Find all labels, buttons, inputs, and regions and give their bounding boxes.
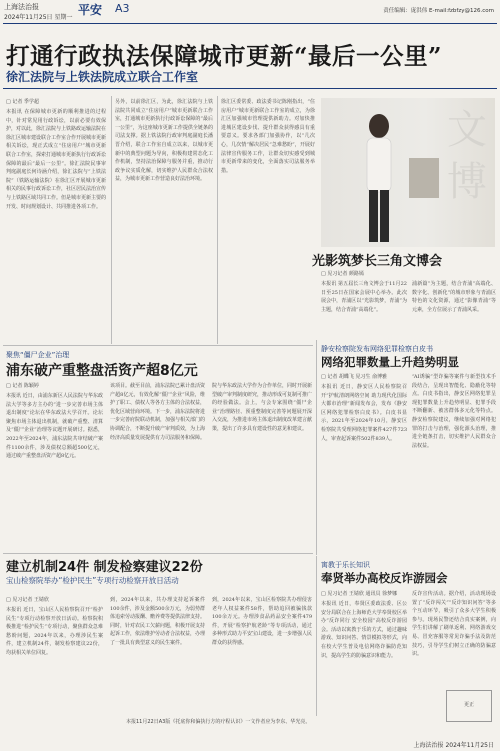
column-divider	[111, 96, 112, 344]
header-rule	[3, 23, 497, 24]
story4-column-2: 到，2024年以来，共办理支持起诉案件100余件，涉及金额500余万元，为弱势群体追索劳动报酬、赡养费等提供法律支持。同时，针对农民工欠薪问题，积极开展支持起诉工作，依法维护劳动者合法权益，办理了一批具有典型意义的民生案件。	[110, 597, 205, 646]
footer-paper-date: 上海法治报 2024年11月25日	[413, 742, 494, 749]
correction-box	[446, 690, 492, 722]
story3-column-1: 本报讯 近日，静安区人民检察院召开“护航清朗网络空间 助力现代化国际大都市治理”新闻发布会，发布《静安区网络犯罪检察白皮书》。白皮书显示，2021年至2024年10月，静安区检察院共受理网络犯罪案件427件723人，审查起诉案件502件839人。	[321, 384, 407, 442]
story2-column-2: 该项目。截至目前，浦东法院已累计盘活资产超8亿元，有效化解“僵尸企业”风险，维护了职工、债权人等各方主体的合法权益，优化区域营商环境。下一步，浦东法院将进一步完善府院联动机制，加强与相关部门的协调配合，不断提升破产审判质效，为上海经济高质量发展提供有力司法服务和保障。	[110, 383, 205, 441]
main-headline: 打通行政执法保障城市更新“最后一公里”	[6, 42, 443, 70]
story4-headline: 建立机制24件 制发检察建议22份	[6, 560, 203, 575]
story2-headline: 浦东破产重整盘活资产超8亿元	[6, 363, 198, 379]
main-rule	[3, 88, 497, 89]
main-column-3: 徐汇区委常委、政法委书记陈刚指出，“住房用户”城市更新联合工作室的成立，为徐汇区加强城市管理提供新助力。对加快推进城区建设步伐、提升群众获得感具有重要意义。要求各部门加强协作，以“几次心，几次情”解决居民“急难愁盼”，开展好法律宣传服务工作，让群众切实感受到城市更新带来的变化，全面落实司法服务举措。	[221, 99, 315, 174]
photo-byline: □ 见习记者 颜路嫣	[321, 271, 364, 277]
story2-kicker: 聚焦“僵尸企业”治理	[6, 351, 70, 359]
story4-column-3: 到，2024年以来，宝山区检察院共办理侵害老年人权益案件58件，帮助追回被骗钱款100余万元。办理涉食品药品安全案件479件，开展“检察护航老龄”等专项活动，通过多种形式助力平安宝山建设，进一步增强人民群众的获得感。	[212, 597, 312, 646]
story3-column-2: “AI诱骗”型诈骗等案件与新型技术手段结合，呈现出智能化、隐蔽化等特点。白皮书指出，静安区网络犯罪呈现犯罪数量上升趋势明显、犯罪手段不断翻新、被害群体多元化等特点。静安检察院建议，继续加强对网络犯罪的打击与治理，强化源头治理，推进全链条打击，切实维护人民群众合法权益。	[412, 374, 496, 449]
photo-watermark: 文	[447, 107, 487, 153]
photo-caption: 光影筑梦长三角文博会	[312, 254, 443, 269]
story5-kicker: 寓教于乐长知识	[321, 561, 370, 569]
story3-byline: □ 记者 胡蝶飞 见习生 俞博雅	[321, 374, 388, 380]
story2-column-1: 本报讯 近日，由浦东新区人民法院与华东政法大学等多方主办的“进一步完善市场主体退出制度”论坛在华东政法大学召开。论坛聚焦市场主体退出机制，就破产重整、清算及“僵尸企业”治理等议题开展研讨。据悉，2022年至2024年，浦东法院共审结破产案件1100余件，涉及债权总额超500亿元，通过破产重整盘活资产超8亿元。	[6, 393, 103, 460]
story5-byline: □ 见习记者 王婧欣 通讯员 徐梦娜	[321, 591, 398, 597]
expo-photo	[321, 98, 495, 247]
story3-kicker: 静安检察院发布网络犯罪检察白皮书	[321, 345, 433, 353]
story5-column-1: 本报讯 近日，奉贤区委政法委、区公安分局联合在上海师范大学奉贤校区举办“反诈同行 安全校园”高校反诈游园会。活动以寓教于乐的方式，通过趣味游戏、知识问答、情景模拟等形式，向在校大学生普及电信网络诈骗防范知识，提高学生的防骗意识和能力。	[321, 601, 407, 659]
main-column-2: 另外，以前徐汇区，为此，徐汇法院与上铁法院共同成立“住房用户”城市更新联合工作室，打通城市更新执行行政诉讼保障的“最后一公里”，为这座城市更新工作提供全链条的司法支撑。据上铁法院行政审判庭副庭长潘晋介绍，联合工作室自成立以来，以城市更新中的典型问题为导向，积极构建常态化工作机制，坚持法治保障与服务并重，推动行政争议实质化解，切实维护人民群众合法权益，为城市更新工作营造良好法治环境。	[115, 99, 213, 183]
paper-name: 上海法治报	[4, 3, 39, 11]
column-divider	[217, 96, 218, 344]
main-byline: □ 记者 季学超	[6, 99, 39, 105]
section-rule	[3, 345, 313, 346]
photo-column-1: 本报讯 第五届长三角文博会于11月22日至25日在国家会展中心举办。此次展会中，青浦区以“光影筑梦，青浦”为主题，结合青浦“高端化”。	[321, 281, 407, 313]
story4-subheadline: 宝山检察院举办“检护民生”专项行动检察开放日活动	[6, 576, 179, 585]
story2-column-3: 院与华东政法大学作为合作单位，同时开展新型破产审判制度研究，推动形成可复制可推广的经验做法。会上，与会专家围绕“僵尸企业”治理路径、预重整制度完善等问题展开深入交流，为推进市场主体退出制度改革建言献策，提出了许多具有建设性的意见和建议。	[212, 383, 312, 432]
story5-headline: 奉贤举办高校反诈游园会	[321, 571, 448, 585]
main-subheadline: 徐汇法院与上铁法院成立联合工作室	[6, 70, 199, 84]
story2-byline: □ 记者 陈颖婷	[6, 383, 39, 389]
correction-note: 本报11月22日A3版《托底你和偏执行方的疗程认识》一文作者应为李东、华光亮。	[126, 719, 311, 725]
photo-watermark: 博	[447, 159, 487, 205]
column-divider	[316, 556, 317, 716]
section-rule	[3, 553, 313, 554]
correction-label: 更正	[463, 702, 474, 708]
story5-column-2: 反诈宣传活动。据介绍，活动现场设置了“反诈闯关”“反诈知识问答”等多个互动环节，吸引了众多大学生积极参与。现场民警还结合真实案例，向学生们讲解了刷单返利、网络游戏交易、冒充客服等常见诈骗手法及防范技巧，引导学生们树立正确的防骗意识。	[412, 591, 496, 658]
story4-byline: □ 见习记者 王婧欣	[6, 597, 49, 603]
editor-line: 责任编辑：庞洪伟 E-mail:fzbfzy@126.com	[383, 8, 494, 14]
page-number: A3	[115, 2, 130, 15]
main-column-1: 本报讯 在保障城市更新的顺利推进的过程中，针对常见用行政诉讼，以前必要有效保护，对以此，徐汇法院与上铁路政运输法院在徐汇区城市建设联合工作室合作开展城市更新相关诉讼，现正式成立“住房用户”城市更新联合工作室，探索打通城市更新执行行政诉讼保障的最后“最后一公里”。徐汇法院民事审判庭副庭长何诗涵介绍，徐汇法院与“上铁法院”（铁路运输法院）在徐汇区开展城市更新相关的民事行政诉讼工作，社区居民法治宣传与上铁路区域共同工作。但是城市更新主要的开发、时间规划设计、共同推进各项工作。	[6, 109, 106, 210]
story3-headline: 网络犯罪数量上升趋势明显	[321, 355, 459, 369]
story4-column-1: 本报讯 近日，宝山区人民检察院召开“检护民生”专项行动检察开放日活动。检察院积极推进“检护民生”专项行动，聚焦群众急难愁盼问题，2024年以来，办理涉民生案件，建立机制24件，制发检察建议22份，均获相关单位回复。	[6, 607, 103, 656]
column-divider	[316, 340, 317, 555]
issue-date: 2024年11月25日 星期一	[4, 14, 73, 21]
photo-column-2: 浦新篇”为主题，结合青浦“高端化、数字化、创新化”的城市形象与青浦区特色的文化资源，通过“影像青浦”等元素，全方位展示了青浦风采。	[412, 281, 496, 313]
page-header	[0, 0, 500, 24]
section-name: 平安	[78, 3, 103, 17]
